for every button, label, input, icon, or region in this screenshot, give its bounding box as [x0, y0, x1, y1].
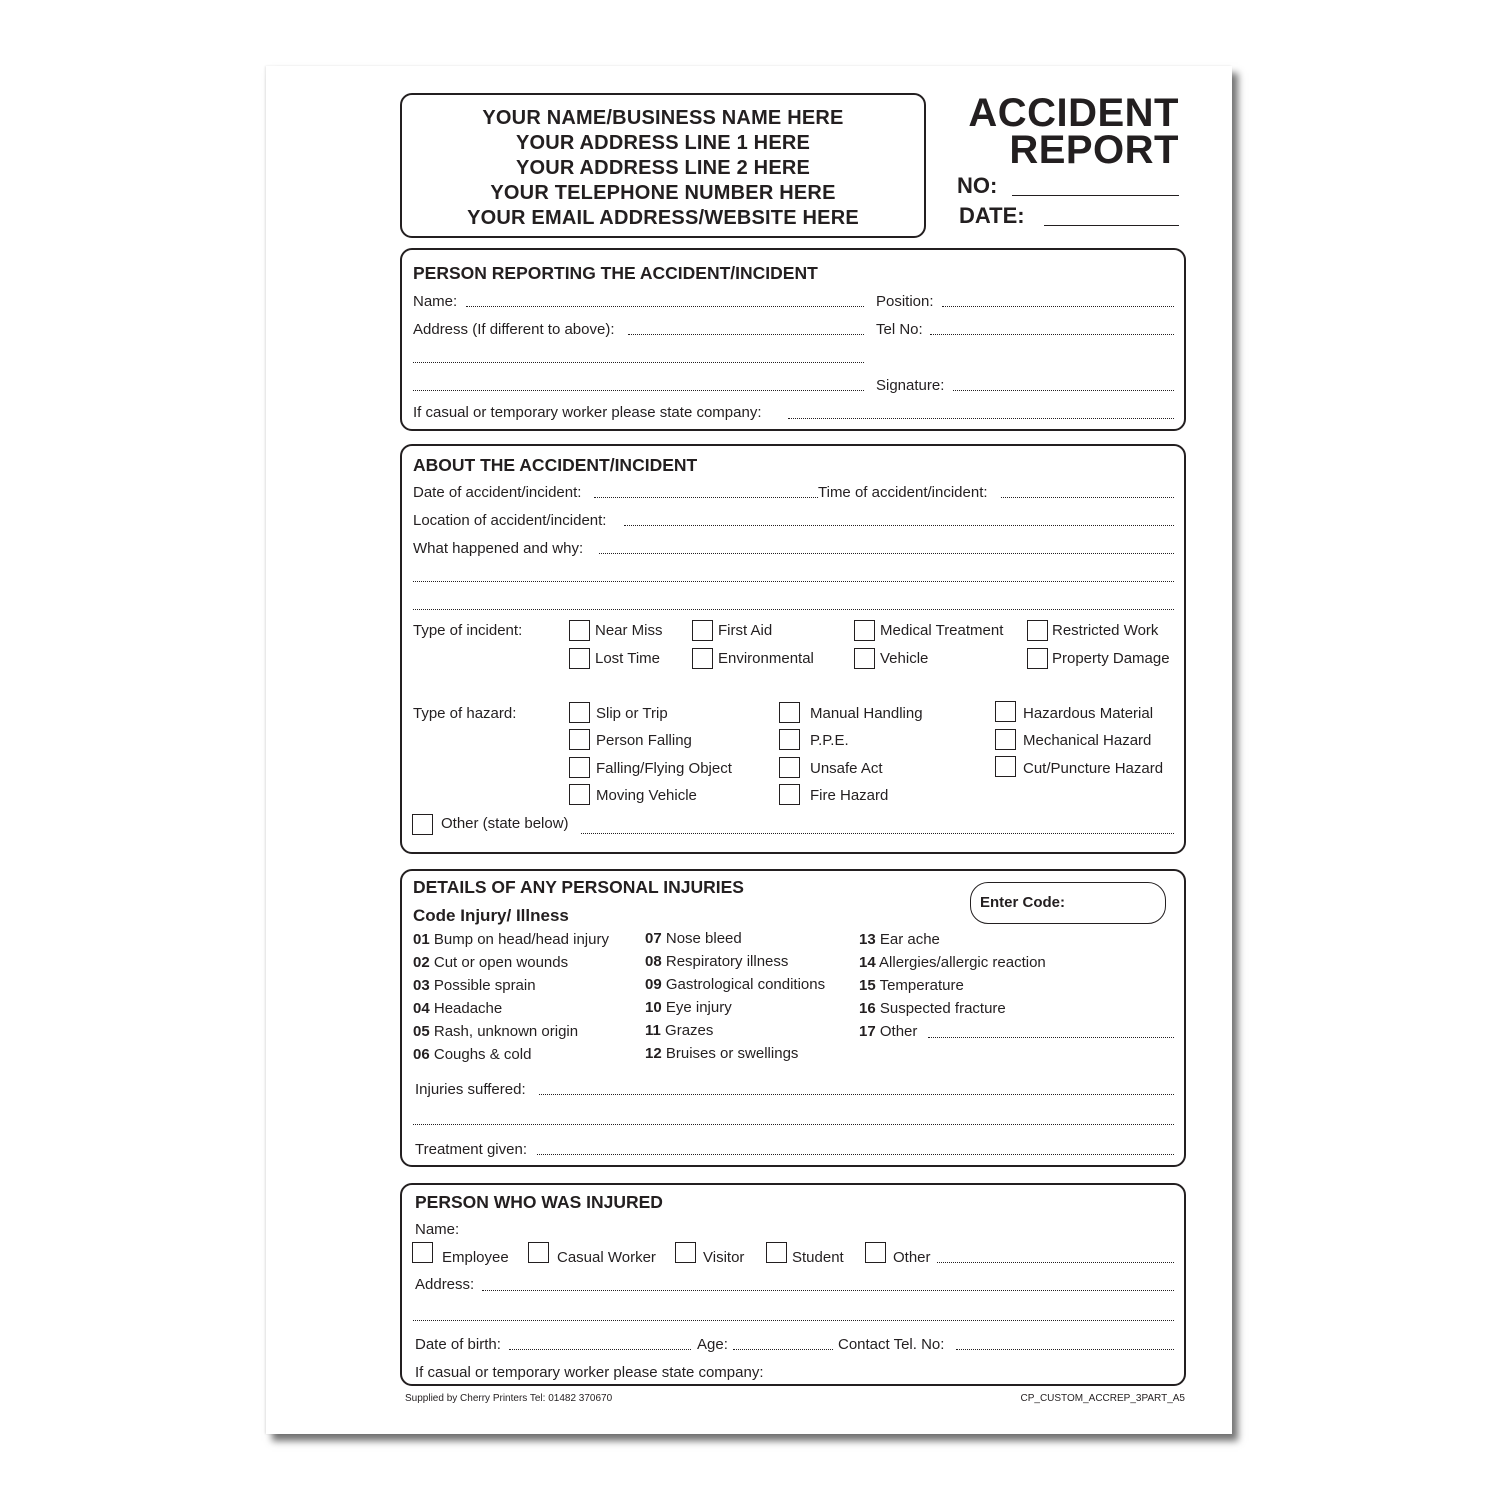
reporter-address-label: Address (If different to above): [413, 321, 615, 338]
form-code: CP_CUSTOM_ACCREP_3PART_A5 [1020, 1393, 1185, 1404]
address-line-1: YOUR ADDRESS LINE 1 HERE [515, 132, 811, 154]
injured-section [400, 1183, 1186, 1386]
about-title: ABOUT THE ACCIDENT/INCIDENT [413, 455, 698, 475]
contact-field[interactable] [956, 1349, 1174, 1350]
reporting-title: PERSON REPORTING THE ACCIDENT/INCIDENT [413, 263, 818, 283]
student-label: Student [792, 1249, 844, 1266]
reporter-casual-label: If casual or temporary worker please state company: [413, 404, 762, 421]
student-checkbox[interactable] [766, 1242, 787, 1263]
injured-address-field-1[interactable] [482, 1290, 1174, 1291]
environmental-checkbox[interactable] [692, 648, 713, 669]
accident-time-label: Time of accident/incident: [818, 484, 988, 501]
unsafe-act-label: Unsafe Act [810, 760, 883, 777]
accident-date-field[interactable] [594, 497, 818, 498]
date-label: DATE: [959, 203, 1025, 228]
email-website: YOUR EMAIL ADDRESS/WEBSITE HERE [467, 207, 859, 229]
accident-time-field[interactable] [1001, 497, 1174, 498]
code-item: 15 Temperature [859, 977, 964, 994]
ppe-checkbox[interactable] [779, 729, 800, 750]
what-happened-field-1[interactable] [599, 553, 1174, 554]
environmental-label: Environmental [718, 650, 814, 667]
what-happened-field-3[interactable] [413, 609, 1174, 610]
code-item: 09 Gastrological conditions [645, 976, 826, 993]
other-hazard-checkbox[interactable] [412, 814, 433, 835]
age-label: Age: [697, 1336, 728, 1353]
injured-title: PERSON WHO WAS INJURED [415, 1192, 663, 1212]
ppe-label: P.P.E. [810, 732, 849, 749]
date-field[interactable] [1044, 225, 1179, 226]
injuries-suffered-label: Injuries suffered: [415, 1081, 526, 1098]
other-hazard-field[interactable] [581, 833, 1174, 834]
no-field[interactable] [1012, 195, 1179, 196]
injured-address-label: Address: [415, 1276, 475, 1293]
code-item: 01 Bump on head/head injury [413, 931, 609, 948]
position-label: Position: [876, 293, 934, 310]
injured-casual-label: If casual or temporary worker please state company: [415, 1364, 764, 1381]
person-falling-checkbox[interactable] [569, 729, 590, 750]
position-field[interactable] [942, 306, 1174, 307]
hazardous-material-label: Hazardous Material [1023, 705, 1154, 722]
near-miss-label: Near Miss [595, 622, 663, 639]
unsafe-act-checkbox[interactable] [779, 757, 800, 778]
casual-worker-checkbox[interactable] [528, 1242, 549, 1263]
accident-date-label: Date of accident/incident: [413, 484, 582, 501]
vehicle-checkbox[interactable] [854, 648, 875, 669]
supplier-footer: Supplied by Cherry Printers Tel: 01482 370670 [405, 1393, 613, 1404]
casual-worker-label: Casual Worker [557, 1249, 656, 1266]
code-item: 11 Grazes [645, 1022, 714, 1039]
first-aid-checkbox[interactable] [692, 620, 713, 641]
reporter-address-field-1[interactable] [628, 334, 864, 335]
business-details-box [400, 93, 926, 238]
treatment-field[interactable] [537, 1154, 1174, 1155]
fire-hazard-checkbox[interactable] [779, 784, 800, 805]
reporter-name-field[interactable] [466, 306, 864, 307]
treatment-label: Treatment given: [415, 1141, 527, 1158]
medical-treatment-checkbox[interactable] [854, 620, 875, 641]
dob-field[interactable] [509, 1349, 691, 1350]
reporter-address-field-2[interactable] [413, 362, 864, 363]
enter-code-label: Enter Code: [980, 894, 1066, 911]
signature-label: Signature: [876, 377, 945, 394]
code-item: 04 Headache [413, 1000, 503, 1017]
contact-label: Contact Tel. No: [838, 1336, 945, 1353]
code-item: 07 Nose bleed [645, 930, 742, 947]
age-field[interactable] [733, 1349, 833, 1350]
code-item: 14 Allergies/allergic reaction [859, 954, 1046, 971]
visitor-label: Visitor [703, 1249, 745, 1266]
restricted-work-checkbox[interactable] [1027, 620, 1048, 641]
what-happened-label: What happened and why: [413, 540, 584, 557]
other-person-label: Other [893, 1249, 931, 1266]
what-happened-field-2[interactable] [413, 581, 1174, 582]
injuries-suffered-field-2[interactable] [413, 1124, 1174, 1125]
code-item: 13 Ear ache [859, 931, 940, 948]
telephone-number: YOUR TELEPHONE NUMBER HERE [490, 182, 836, 204]
reporter-casual-field[interactable] [788, 418, 1174, 419]
fire-hazard-label: Fire Hazard [810, 787, 889, 804]
code-item: 12 Bruises or swellings [645, 1045, 799, 1062]
other-person-field[interactable] [937, 1262, 1174, 1263]
falling-object-label: Falling/Flying Object [596, 760, 732, 777]
business-name: YOUR NAME/BUSINESS NAME HERE [482, 107, 844, 129]
tel-label: Tel No: [876, 321, 923, 338]
cut-puncture-hazard-label: Cut/Puncture Hazard [1023, 760, 1164, 777]
other-person-checkbox[interactable] [865, 1242, 886, 1263]
reporter-address-field-3[interactable] [413, 390, 864, 391]
medical-treatment-label: Medical Treatment [880, 622, 1004, 639]
title-report: REPORT [1009, 128, 1179, 172]
code-item: 10 Eye injury [645, 999, 732, 1016]
enter-code-field[interactable] [970, 882, 1166, 924]
cut-puncture-hazard-checkbox[interactable] [995, 756, 1016, 777]
hazardous-material-checkbox[interactable] [995, 701, 1016, 722]
employee-label: Employee [442, 1249, 509, 1266]
code-item: 02 Cut or open wounds [413, 954, 569, 971]
injuries-suffered-field-1[interactable] [539, 1094, 1174, 1095]
signature-field[interactable] [953, 390, 1174, 391]
lost-time-checkbox[interactable] [569, 648, 590, 669]
form-sheet [266, 66, 1232, 1434]
code-item: 03 Possible sprain [413, 977, 536, 994]
first-aid-label: First Aid [718, 622, 773, 639]
code-heading: Code Injury/ Illness [413, 906, 569, 925]
code-item: 08 Respiratory illness [645, 953, 789, 970]
restricted-work-label: Restricted Work [1052, 622, 1159, 639]
code-item: 16 Suspected fracture [859, 1000, 1006, 1017]
code-item: 06 Coughs & cold [413, 1046, 532, 1063]
code-item: 17 Other [859, 1023, 918, 1040]
vehicle-label: Vehicle [880, 650, 929, 667]
manual-handling-checkbox[interactable] [779, 702, 800, 723]
falling-object-checkbox[interactable] [569, 757, 590, 778]
tel-field[interactable] [930, 334, 1174, 335]
mechanical-hazard-label: Mechanical Hazard [1023, 732, 1152, 749]
visitor-checkbox[interactable] [675, 1242, 696, 1263]
title-accident: ACCIDENT [968, 91, 1179, 135]
lost-time-label: Lost Time [595, 650, 661, 667]
mechanical-hazard-checkbox[interactable] [995, 729, 1016, 750]
location-label: Location of accident/incident: [413, 512, 607, 529]
manual-handling-label: Manual Handling [810, 705, 923, 722]
address-line-2: YOUR ADDRESS LINE 2 HERE [515, 157, 811, 179]
injuries-title: DETAILS OF ANY PERSONAL INJURIES [413, 877, 744, 897]
moving-vehicle-checkbox[interactable] [569, 784, 590, 805]
no-label: NO: [957, 173, 998, 198]
near-miss-checkbox[interactable] [569, 620, 590, 641]
slip-trip-checkbox[interactable] [569, 702, 590, 723]
other-code-field[interactable] [928, 1037, 1174, 1038]
property-damage-label: Property Damage [1052, 650, 1170, 667]
moving-vehicle-label: Moving Vehicle [596, 787, 697, 804]
injured-address-field-2[interactable] [413, 1320, 1174, 1321]
other-hazard-label: Other (state below) [441, 815, 569, 832]
injured-name-label: Name: [415, 1221, 460, 1238]
person-falling-label: Person Falling [596, 732, 692, 749]
slip-trip-label: Slip or Trip [596, 705, 668, 722]
type-of-incident-label: Type of incident: [413, 622, 523, 639]
reporter-name-label: Name: [413, 293, 458, 310]
type-of-hazard-label: Type of hazard: [413, 705, 517, 722]
property-damage-checkbox[interactable] [1027, 648, 1048, 669]
dob-label: Date of birth: [415, 1336, 501, 1353]
code-item: 05 Rash, unknown origin [413, 1023, 579, 1040]
location-field[interactable] [624, 525, 1174, 526]
employee-checkbox[interactable] [412, 1242, 433, 1263]
